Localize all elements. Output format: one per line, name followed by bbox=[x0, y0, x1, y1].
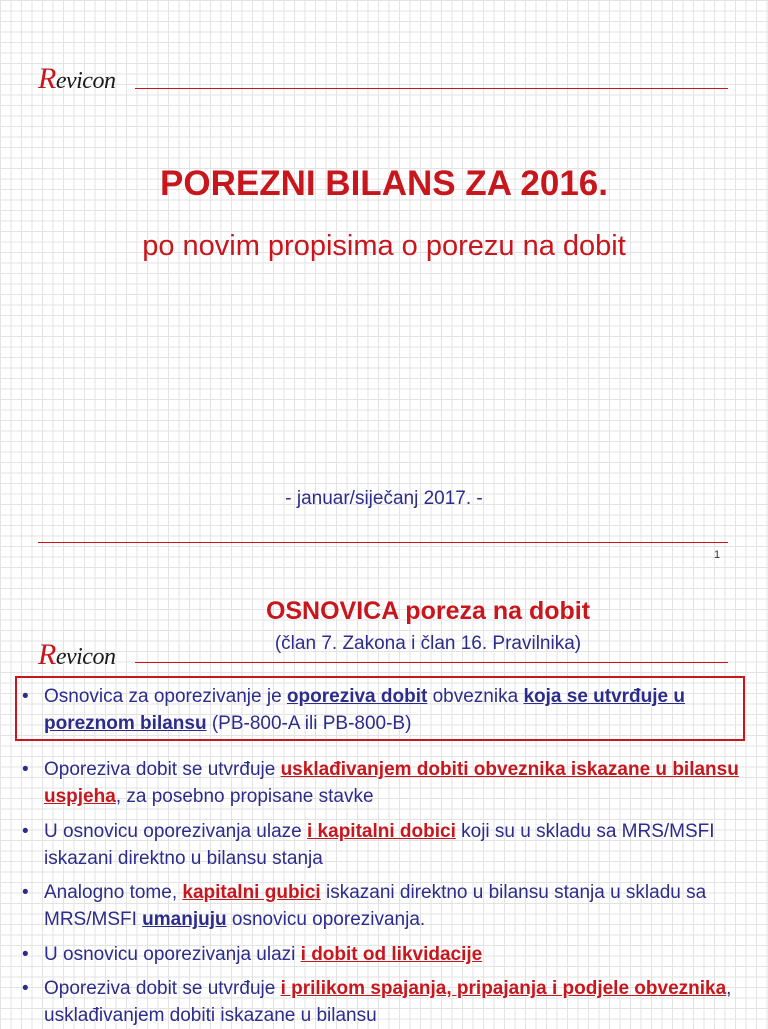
header-rule bbox=[135, 662, 728, 663]
list-item bbox=[22, 683, 768, 737]
bullet-text: U osnovicu oporezivanja ulaze bbox=[44, 821, 307, 842]
list-item bbox=[22, 941, 768, 968]
bullet-icon: • bbox=[22, 686, 29, 707]
slide-title: POREZNI BILANS ZA 2016. bbox=[160, 164, 608, 203]
bullet-emphasis: oporeziva dobit bbox=[286, 686, 428, 707]
list-item bbox=[22, 879, 768, 933]
bullet-text: Osnovica za oporezivanje je bbox=[44, 686, 287, 707]
bullet-icon: • bbox=[22, 759, 29, 780]
section-subtitle: (član 7. Zakona i član 16. Pravilnika) bbox=[274, 633, 582, 654]
list-item bbox=[22, 756, 768, 810]
logo-text: evicon bbox=[55, 68, 116, 94]
page-number: 1 bbox=[714, 549, 721, 561]
logo bbox=[38, 638, 115, 672]
logo-initial: R bbox=[38, 638, 56, 671]
logo-text: evicon bbox=[55, 644, 116, 670]
bullet-text: Analogno tome, bbox=[44, 882, 183, 903]
bullet-icon: • bbox=[22, 821, 29, 842]
bullet-icon: • bbox=[22, 882, 29, 903]
bullet-emphasis: kapitalni gubici bbox=[182, 882, 321, 903]
bullet-text: (PB-800-A ili PB-800-B) bbox=[206, 713, 412, 734]
slide-date: - januar/siječanj 2017. - bbox=[285, 488, 483, 509]
bullet-icon: • bbox=[22, 944, 29, 965]
footer-rule bbox=[38, 542, 728, 543]
bullet-text: iskazani direktno u bilansu stanja u skladu sa MRS/MSFI bbox=[44, 882, 707, 930]
section-title: OSNOVICA poreza na dobit bbox=[265, 597, 591, 625]
logo bbox=[38, 62, 115, 96]
bullet-text: obveznika bbox=[427, 686, 524, 707]
bullet-text: Oporeziva dobit se utvrđuje bbox=[44, 978, 281, 999]
bullet-emphasis: usklađivanjem dobiti obveznika iskazane u bilansu uspjeha bbox=[44, 759, 739, 807]
bullet-emphasis: i dobit od likvidacije bbox=[300, 944, 483, 965]
bullet-text: U osnovicu oporezivanja ulazi bbox=[44, 944, 301, 965]
list-item bbox=[22, 975, 768, 1029]
bullet-icon: • bbox=[22, 978, 29, 999]
header-rule bbox=[135, 88, 728, 89]
logo-initial: R bbox=[38, 62, 56, 95]
bullet-emphasis: i prilikom spajanja, pripajanja i podjele obveznika bbox=[280, 978, 727, 999]
bullet-emphasis: koja se utvrđuje u poreznom bilansu bbox=[44, 686, 685, 734]
bullet-text: Oporeziva dobit se utvrđuje bbox=[44, 759, 281, 780]
bullet-text: koji su u skladu sa MRS/MSFI iskazani direktno u bilansu stanja bbox=[44, 821, 715, 869]
list-item bbox=[22, 818, 768, 872]
bullet-text: , za posebno propisane stavke bbox=[115, 786, 374, 807]
bullet-emphasis: i kapitalni dobici bbox=[307, 821, 456, 842]
bullet-text: osnovicu oporezivanja. bbox=[226, 909, 426, 930]
bullet-emphasis: umanjuju bbox=[142, 909, 227, 930]
bullet-text: , usklađivanjem dobiti iskazane u bilansu bbox=[44, 978, 732, 1026]
slide-subtitle: po novim propisima o porezu na dobit bbox=[142, 230, 626, 262]
